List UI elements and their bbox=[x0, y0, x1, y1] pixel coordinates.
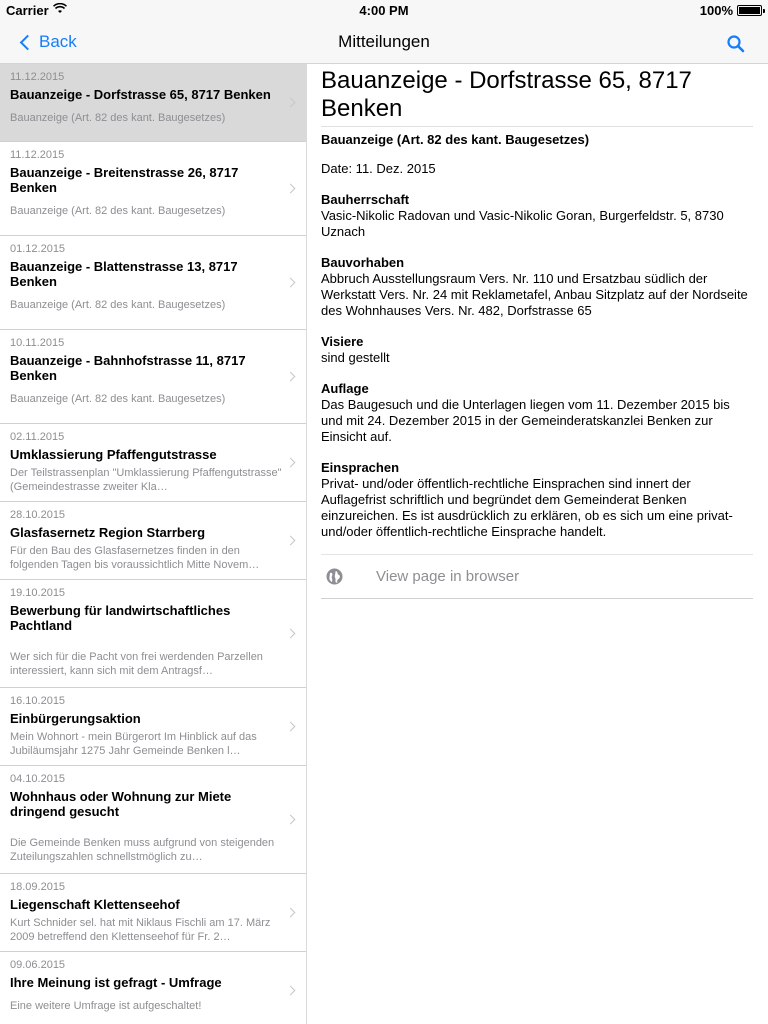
detail-pane bbox=[321, 64, 753, 599]
navigation-bar bbox=[0, 20, 768, 64]
item-date: 04.10.2015 bbox=[10, 773, 66, 785]
section-body: sind gestellt bbox=[321, 350, 390, 365]
item-summary: Bauanzeige (Art. 82 des kant. Baugesetzes) bbox=[10, 205, 226, 217]
list-item[interactable] bbox=[0, 874, 306, 952]
item-date: 19.10.2015 bbox=[10, 587, 66, 599]
section-heading: Visiere bbox=[321, 334, 364, 349]
item-title: Glasfasernetz Region Starrberg bbox=[10, 525, 206, 540]
section-bauherrschaft bbox=[321, 192, 753, 240]
section-body: Das Baugesuch und die Unterlagen liegen vom 11. Dezember 2015 bis und mit 24. Dezember 2015 in der Gemeinderatskanzlei Benken zur Einsicht auf. bbox=[321, 397, 730, 444]
item-title: Ihre Meinung ist gefragt - Umfrage bbox=[10, 975, 222, 990]
chevron-right-icon bbox=[286, 722, 296, 732]
section-body: Abbruch Ausstellungsraum Vers. Nr. 110 und Ersatzbau südlich der Werkstatt Vers. Nr. 24 mit Reklametafel, Anbau Sitzplatz auf der Nordseite des Wohnhauses Vers. Nr. 482, Dorfstrasse 65 bbox=[321, 271, 748, 318]
detail-title: Bauanzeige - Dorfstrasse 65, 8717 Benken bbox=[321, 67, 753, 127]
item-summary: Mein Wohnort - mein Bürgerort Im Hinblick auf das Jubiläumsjahr 1275 Jahr Gemeinde Benken l… bbox=[10, 731, 257, 757]
section-bauvorhaben bbox=[321, 255, 753, 319]
chevron-left-icon bbox=[20, 34, 36, 50]
page-title: Mitteilungen bbox=[338, 32, 430, 51]
globe-icon bbox=[326, 568, 343, 585]
list-item[interactable] bbox=[0, 688, 306, 766]
item-summary: Bauanzeige (Art. 82 des kant. Baugesetzes) bbox=[10, 393, 226, 405]
chevron-right-icon bbox=[286, 98, 296, 108]
chevron-right-icon bbox=[286, 629, 296, 639]
list-item[interactable] bbox=[0, 330, 306, 424]
item-title: Bauanzeige - Dorfstrasse 65, 8717 Benken bbox=[10, 87, 271, 102]
item-title: Einbürgerungsaktion bbox=[10, 711, 141, 726]
view-in-browser-button[interactable] bbox=[321, 554, 753, 599]
item-summary: Eine weitere Umfrage ist aufgeschaltet! bbox=[10, 1000, 202, 1012]
item-date: 02.11.2015 bbox=[10, 431, 65, 443]
section-einsprachen bbox=[321, 460, 753, 540]
chevron-right-icon bbox=[286, 278, 296, 288]
item-date: 09.06.2015 bbox=[10, 959, 66, 971]
item-title: Umklassierung Pfaffengutstrasse bbox=[10, 447, 217, 462]
message-list[interactable] bbox=[0, 64, 307, 1024]
chevron-right-icon bbox=[286, 815, 296, 825]
detail-date: Date: 11. Dez. 2015 bbox=[321, 161, 436, 176]
section-heading: Bauvorhaben bbox=[321, 255, 405, 270]
list-item[interactable] bbox=[0, 64, 306, 142]
battery-fill bbox=[739, 7, 760, 14]
item-date: 11.12.2015 bbox=[10, 149, 65, 161]
item-summary: Der Teilstrassenplan "Umklassierung Pfaffengutstrasse" (Gemeindestrasse zweiter Kla… bbox=[10, 467, 282, 493]
item-date: 16.10.2015 bbox=[10, 695, 66, 707]
item-summary: Bauanzeige (Art. 82 des kant. Baugesetzes) bbox=[10, 112, 226, 124]
list-item[interactable] bbox=[0, 502, 306, 580]
back-label: Back bbox=[39, 32, 77, 51]
item-summary: Wer sich für die Pacht von frei werdenden Parzellen interessiert, kann sich mit dem Antragsf… bbox=[10, 651, 263, 677]
list-item[interactable] bbox=[0, 142, 306, 236]
item-title: Bauanzeige - Bahnhofstrasse 11, 8717 Benken bbox=[10, 353, 246, 383]
section-auflage bbox=[321, 381, 753, 445]
battery-icon bbox=[737, 5, 762, 16]
item-date: 11.12.2015 bbox=[10, 71, 65, 83]
item-title: Liegenschaft Klettenseehof bbox=[10, 897, 180, 912]
item-title: Bewerbung für landwirtschaftliches Pachtland bbox=[10, 603, 231, 633]
chevron-right-icon bbox=[286, 372, 296, 382]
view-in-browser-label: View page in browser bbox=[376, 568, 520, 585]
item-summary: Bauanzeige (Art. 82 des kant. Baugesetzes) bbox=[10, 299, 226, 311]
detail-subtitle: Bauanzeige (Art. 82 des kant. Baugesetzes) bbox=[321, 132, 590, 147]
item-summary: Kurt Schnider sel. hat mit Niklaus Fischli am 17. März 2009 betreffend den Klettenseehof für Fr. 2… bbox=[10, 917, 271, 943]
section-body: Vasic-Nikolic Radovan und Vasic-Nikolic Goran, Burgerfeldstr. 5, 8730 Uznach bbox=[321, 208, 724, 239]
section-heading: Auflage bbox=[321, 381, 369, 396]
item-summary: Für den Bau des Glasfasernetzes finden in den folgenden Tagen bis voraussichtlich Mitte Novem… bbox=[10, 545, 260, 571]
list-item[interactable] bbox=[0, 424, 306, 502]
clock: 4:00 PM bbox=[359, 3, 409, 18]
item-date: 18.09.2015 bbox=[10, 881, 66, 893]
carrier-label: Carrier bbox=[6, 3, 49, 18]
list-item[interactable] bbox=[0, 580, 306, 688]
item-title: Wohnhaus oder Wohnung zur Miete dringend gesucht bbox=[10, 789, 232, 819]
item-title: Bauanzeige - Breitenstrasse 26, 8717 Benken bbox=[10, 165, 239, 195]
search-icon[interactable] bbox=[726, 34, 746, 54]
item-title: Bauanzeige - Blattenstrasse 13, 8717 Benken bbox=[10, 259, 238, 289]
section-heading: Einsprachen bbox=[321, 460, 400, 475]
status-bar bbox=[0, 0, 768, 20]
chevron-right-icon bbox=[286, 908, 296, 918]
section-heading: Bauherrschaft bbox=[321, 192, 410, 207]
section-body: Privat- und/oder öffentlich-rechtliche Einsprachen sind innert der Auflagefrist schriftlich und begründet dem Gemeinderat Benken einzureichen. Es ist ausdrücklich zu erklären, ob es sich um eine privat- und/oder öffentlich-rechtliche Einsprache handelt. bbox=[321, 476, 733, 539]
chevron-right-icon bbox=[286, 986, 296, 996]
chevron-right-icon bbox=[286, 184, 296, 194]
chevron-right-icon bbox=[286, 458, 296, 468]
section-visiere bbox=[321, 334, 753, 366]
list-item[interactable] bbox=[0, 236, 306, 330]
list-item[interactable] bbox=[0, 952, 306, 1024]
item-date: 28.10.2015 bbox=[10, 509, 66, 521]
item-date: 01.12.2015 bbox=[10, 243, 66, 255]
list-item[interactable] bbox=[0, 766, 306, 874]
item-summary: Die Gemeinde Benken muss aufgrund von steigenden Zuteilungszahlen schnellstmöglich zu… bbox=[10, 837, 275, 863]
back-button[interactable] bbox=[18, 20, 77, 64]
battery-percentage: 100% bbox=[699, 3, 733, 18]
item-date: 10.11.2015 bbox=[10, 337, 65, 349]
chevron-right-icon bbox=[286, 536, 296, 546]
